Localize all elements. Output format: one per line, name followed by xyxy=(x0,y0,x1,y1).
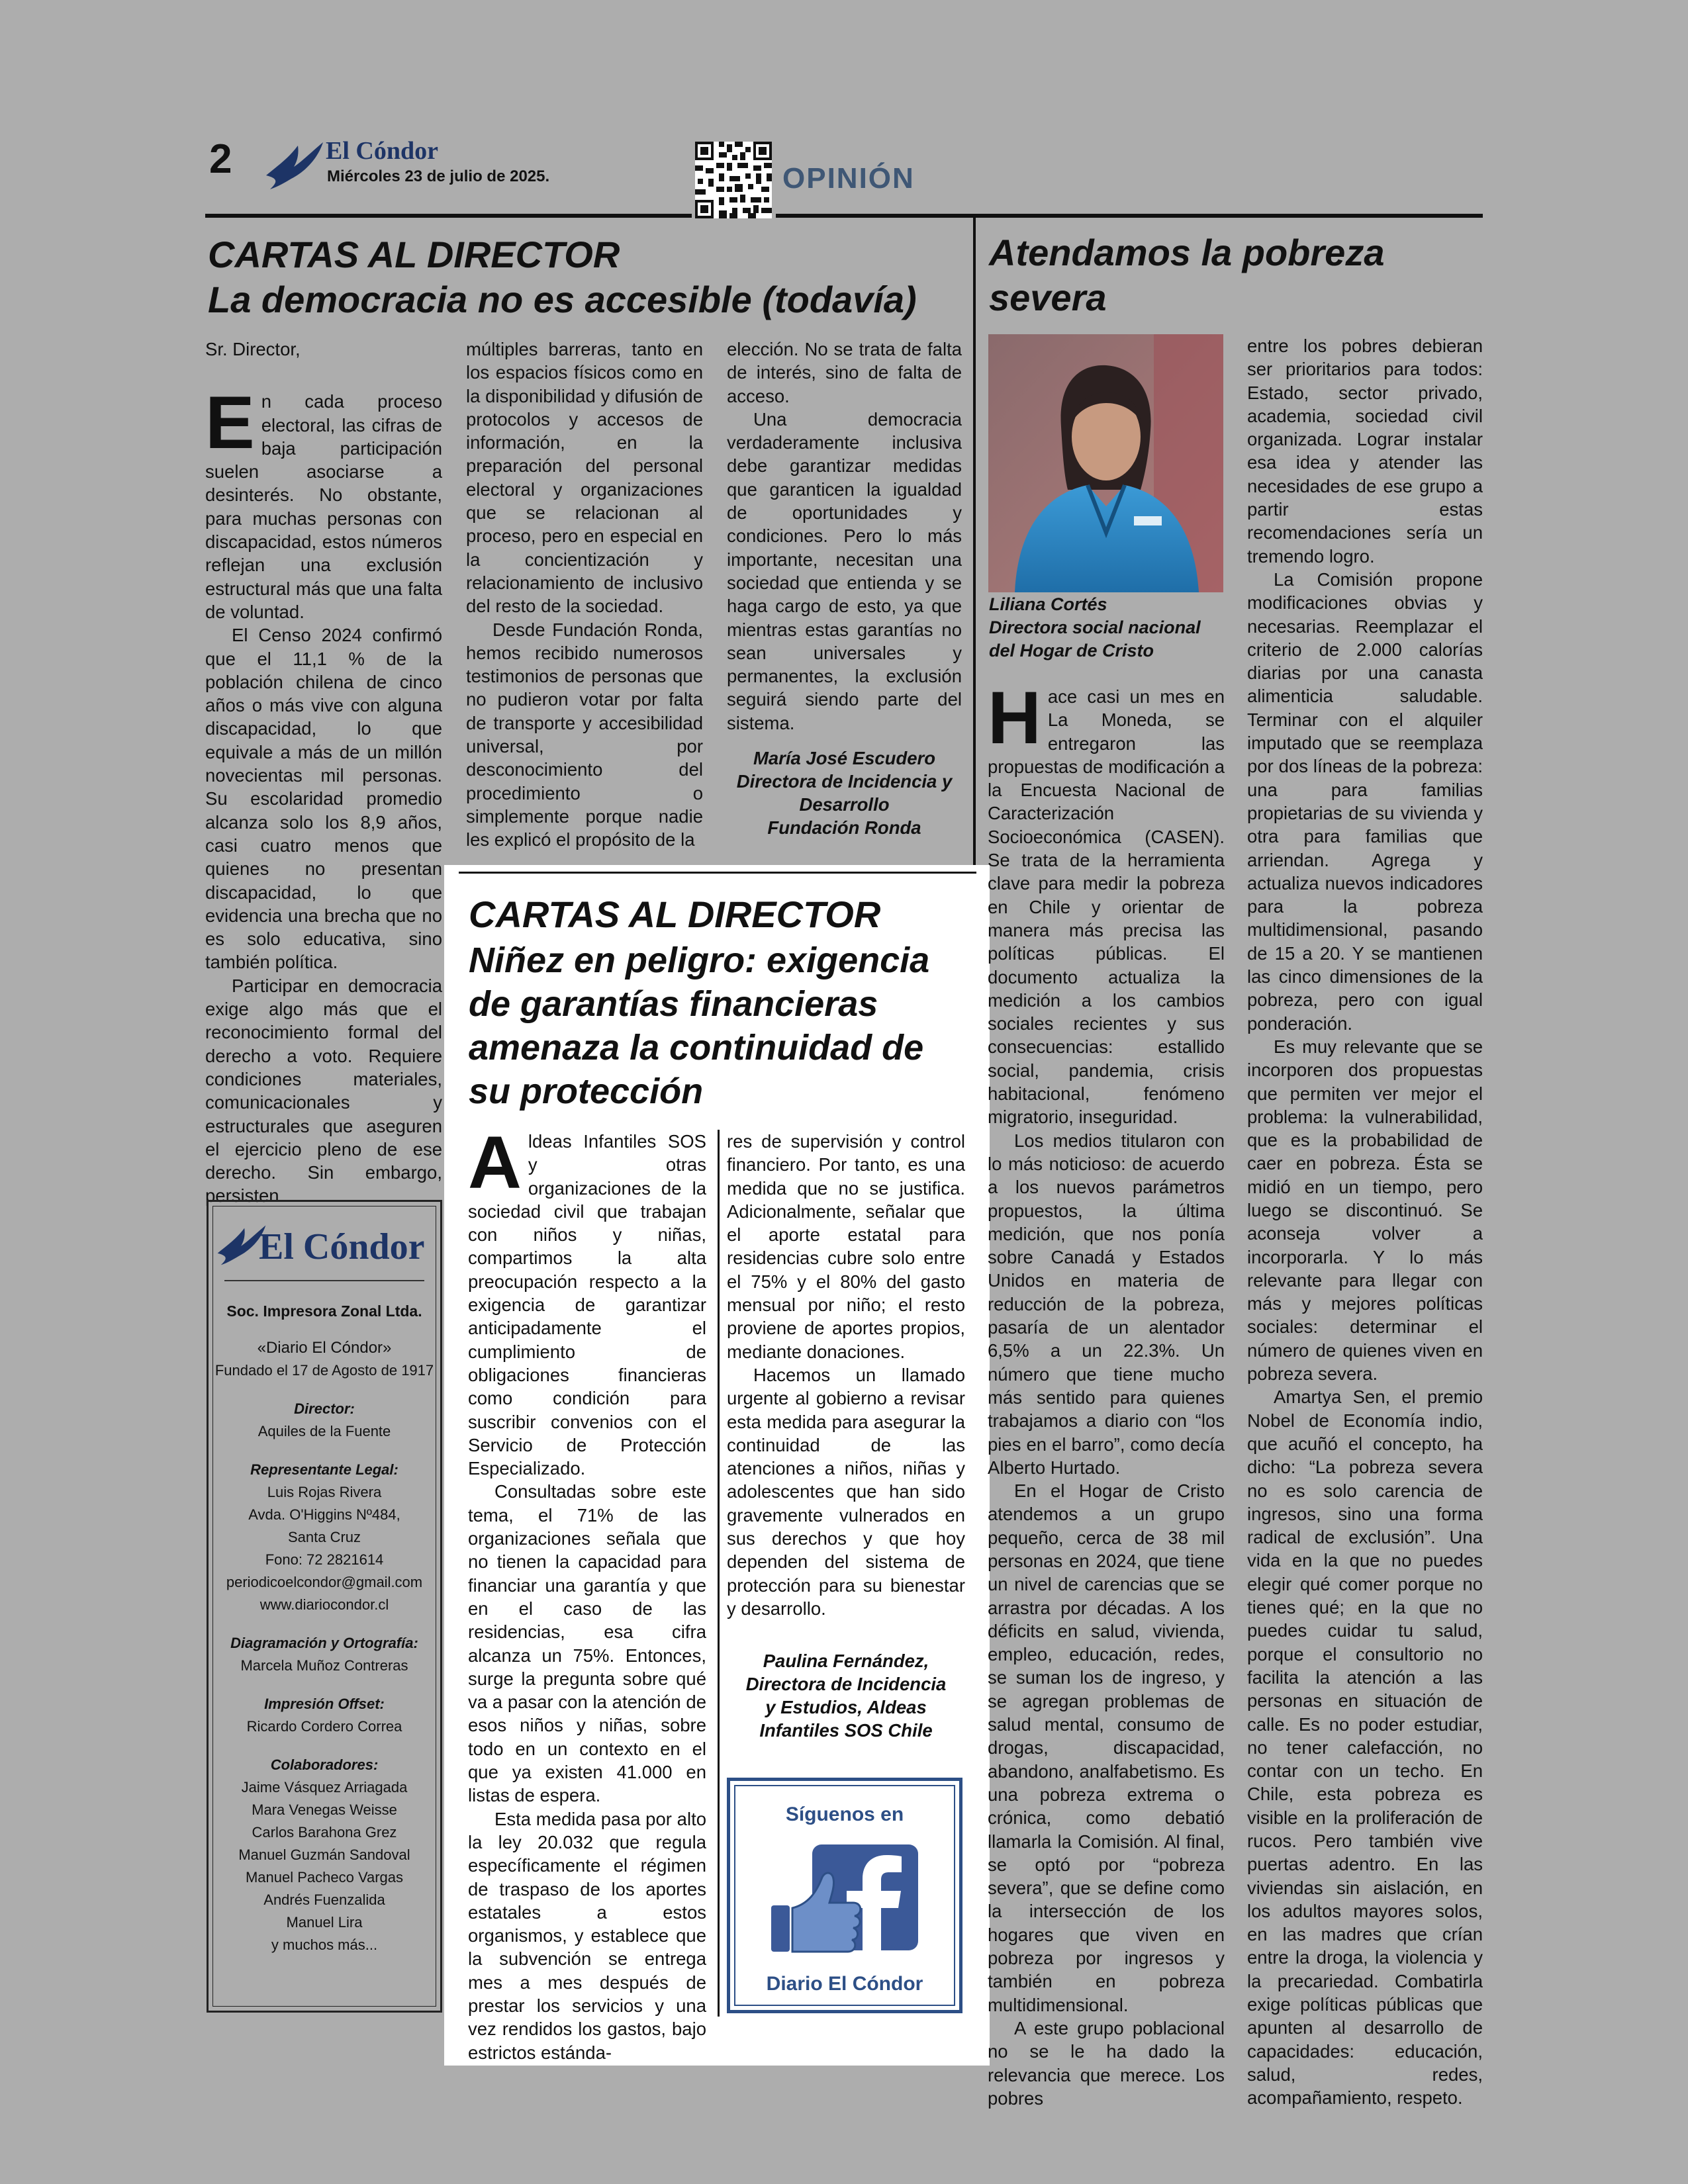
header-logo-text: El Cóndor xyxy=(326,137,438,165)
page-number: 2 xyxy=(209,136,232,182)
paragraph: La Comisión propone modificaciones obvias y necesarias. Reemplazar el criterio de 2.000 calorías diarias por una canasta alimenticia saludable. Terminar con el alquiler imputado que se reemplaza por dos líneas de la pobreza: una para familias propietarias de su vivienda y otra para familias que arriendan. Agrega y actualiza nuevos indicadores para la pobreza multidimensional, pasando de 15 a 20. Y se mantienen las cinco dimensiones de la pobreza, pero con igual ponderación. xyxy=(1247,569,1483,1034)
paragraph: Esta medida pasa por alto la ley 20.032 que regula específicamente el régimen de traspaso de los aportes estatales a estos organismos, y establece que la subvención se entrega mes a mes después de prestar los servicios y una vez rendidos los gastos, bajo estrictos estánda- xyxy=(468,1808,706,2063)
masthead-label: Impresión Offset: xyxy=(264,1696,385,1712)
masthead-founded: Fundado el 17 de Agosto de 1917 xyxy=(214,1362,434,1379)
masthead-value: Avda. O'Higgins Nº484, xyxy=(248,1506,400,1523)
paragraph: Es muy relevante que se incorporen dos propuestas que permiten ver mejor el problema: la vulnerabilidad, que es la probabilidad de caer en pobreza. Ésta se midió en un tiempo, pero luego se discontinuó. Se aconseja volver a incorporarla. Y lo más relevante para llegar con más y mejores políticas sociales: determinar el número de quienes viven en pobreza severa. xyxy=(1247,1036,1483,1385)
letter2-kicker: CARTAS AL DIRECTOR xyxy=(469,893,881,935)
masthead-label: Representante Legal: xyxy=(250,1461,399,1478)
letter2-signature xyxy=(727,1649,965,1742)
masthead-value: Manuel Pacheco Vargas xyxy=(245,1869,404,1886)
letter2-col1 xyxy=(468,1121,706,2064)
signature-line: Desarrollo xyxy=(799,794,890,815)
masthead-logo-text: El Cóndor xyxy=(259,1226,425,1267)
masthead-value: Santa Cruz xyxy=(287,1529,361,1545)
letter1-col3 xyxy=(727,338,962,839)
masthead-email: periodicoelcondor@gmail.com xyxy=(226,1574,423,1590)
masthead-value: Marcela Muñoz Contreras xyxy=(240,1657,408,1674)
caption-org: del Hogar de Cristo xyxy=(989,641,1154,660)
article-col1 xyxy=(988,676,1225,2110)
header-date: Miércoles 23 de julio de 2025. xyxy=(327,167,550,185)
author-photo xyxy=(988,334,1223,592)
masthead-company: Soc. Impresora Zonal Ltda. xyxy=(226,1302,422,1320)
signature-line: y Estudios, Aldeas xyxy=(765,1697,927,1718)
facebook-follow-text: Síguenos en xyxy=(785,1803,904,1825)
letter2-dropcap: A xyxy=(468,1121,522,1204)
paragraph: Los medios titularon con lo más noticioso: de acuerdo a los nuevos parámetros propuestos, la última medición, que nos ponía sobre Canadá y Estados Unidos en materia de reducción de la pobreza, pasaría de un alentador 6,5% a un 22.3%. Un número que tiene mucho más sentido para quienes trabajamos a diario con “los pies en el barro”, como decía Alberto Hurtado. xyxy=(988,1130,1225,1478)
letter1-salutation: Sr. Director, xyxy=(205,339,301,359)
facebook-page-name: Diario El Cóndor xyxy=(766,1973,923,1995)
masthead-box xyxy=(207,1200,442,2013)
section-title: OPINIÓN xyxy=(782,162,915,195)
letter1-kicker: CARTAS AL DIRECTOR xyxy=(208,234,620,275)
masthead-value: Carlos Barahona Grez xyxy=(252,1824,397,1841)
signature-line: Paulina Fernández, xyxy=(763,1651,929,1672)
masthead-value: Jaime Vásquez Arriagada xyxy=(241,1779,408,1796)
qr-code-icon xyxy=(695,142,772,218)
letter1-dropcap: E xyxy=(205,381,255,465)
paragraph: En el Hogar de Cristo atendemos a un grupo pequeño, cerca de 38 mil personas en 2024, que tiene un nivel de carencias que se arrastra por décadas. A los déficits en salud, vivienda, empleo, educación, redes, se suman los de ingreso, y se agregan problemas de salud mental, consumo de drogas, discapacidad, abandono, analfabetismo. Es una pobreza extrema o crónica, como debatió llamarla la Comisión. Al final, se optó por “pobreza severa”, que se define como la intersección de los hogares que viven en pobreza por ingresos y también en pobreza multidimensional. xyxy=(988,1480,1225,2015)
paragraph: El Censo 2024 confirmó que el 11,1 % de la población chilena de cinco años o más vive con alguna discapacidad, lo que equivale a más de un millón novecientas mil personas. Su escolaridad promedio alcanza solo los 8,9 años, casi cuatro menos que quienes no presentan discapacidad, lo que evidencia una brecha que no es solo educativa, sino también política. xyxy=(205,625,442,973)
header-rule-left xyxy=(205,214,692,218)
masthead-logo-rule xyxy=(224,1280,424,1281)
masthead-phone: Fono: 72 2821614 xyxy=(265,1551,384,1568)
masthead-label: Diagramación y Ortografía: xyxy=(230,1635,418,1651)
paragraph: múltiples barreras, tanto en los espacios físicos como en la disponibilidad y difusión de protocolos y accesos de información, en la preparación del personal electoral y organizaciones que se relacionan al proceso, pero en especial en la concientización y relacionamiento de inclusivo del resto de la sociedad. xyxy=(466,339,703,617)
caption-role: Directora social nacional xyxy=(989,617,1201,637)
letter1-col1 xyxy=(205,338,442,1208)
signature-line: María José Escudero xyxy=(753,748,936,769)
paragraph: entre los pobres debieran ser prioritarios para todos: Estado, sector privado, academia, sociedad civil organizada. Lograr instalar esa idea y atender las necesidades de ese grupo a partir estas recomendaciones sería un tremendo logro. xyxy=(1247,336,1483,567)
paragraph: Amartya Sen, el premio Nobel de Economía indio, que acuñó el concepto, ha dicho: “La pobreza severa no es solo carencia de ingresos, sino una forma radical de exclusión”. Una vida en la que no puedes elegir qué comer porque no tienes qué; en la que no puedes cuidar tu salud, porque el consultorio no facilita la atención a las personas en situación de calle. Es no poder estudiar, no tener calefacción, no contar con un techo. En Chile, esta pobreza es visible en la proliferación de rucos. Pero también vive puertas adentro. En las viviendas sin aislación, en los adultos mayores solos, en las madres que crían entre la droga, la violencia y la precariedad. Combatirla exige políticas públicas que apunten al desarrollo de capacidades: educación, salud, redes, acompañamiento, respeto. xyxy=(1247,1387,1483,2109)
facebook-like-icon xyxy=(769,1842,921,1956)
caption-name: Liliana Cortés xyxy=(989,594,1107,614)
paragraph: res de supervisión y control financiero. Por tanto, es una medida que no se justifica. Adicionalmente, señalar que el aporte estatal para residencias cubre solo entre el 75% y el 80% del gasto mensual por niño; el resto proviene de aportes propios, mediante donaciones. xyxy=(727,1131,965,1362)
letter2-inset xyxy=(444,865,990,2066)
masthead-label: Director: xyxy=(294,1400,355,1417)
letter2-title: Niñez en peligro: exigencia de garantías financieras amenaza la continuidad de su protección xyxy=(469,940,930,1111)
article-dropcap: H xyxy=(988,676,1041,759)
paragraph: n cada proceso electoral, las cifras de baja participación suelen asociarse a desinterés. No obstante, para muchas personas con discapacidad, estos números reflejan una exclusión estructural más que una falta de voluntad. xyxy=(205,391,442,622)
masthead-value: y muchos más... xyxy=(271,1936,378,1953)
paragraph: Desde Fundación Ronda, hemos recibido numerosos testimonios de personas que no pudieron votar por falta de transporte y accesibilidad universal, por desconocimiento del procedimiento o simplemente porque nadie les explicó el propósito de la xyxy=(466,619,703,850)
letter2-col2 xyxy=(727,1130,965,1742)
facebook-follow-box[interactable] xyxy=(727,1778,962,2013)
letter1-col2 xyxy=(466,338,703,852)
letter2-column-divider xyxy=(718,1130,720,2017)
paragraph: elección. No se trata de falta de interés, sino de falta de acceso. xyxy=(727,339,962,406)
letter1-signature xyxy=(727,747,962,839)
letter1-title: La democracia no es accesible (todavía) xyxy=(208,279,917,320)
signature-line: Directora de Incidencia y xyxy=(736,771,953,792)
signature-line: Infantiles SOS Chile xyxy=(759,1720,933,1741)
masthead-newspaper: «Diario El Cóndor» xyxy=(257,1339,392,1357)
signature-line: Directora de Incidencia xyxy=(745,1674,947,1695)
paragraph: Participar en democracia exige algo más que el reconocimiento formal del derecho a voto. Requiere condiciones materiales, comunicacionales y estructurales que aseguren el ejercicio pleno de ese derecho. Sin embargo, persisten xyxy=(205,975,442,1206)
article-col2 xyxy=(1247,334,1483,2110)
masthead-value: Andrés Fuenzalida xyxy=(263,1891,385,1908)
paragraph: Consultadas sobre este tema, el 71% de las organizaciones señala que no tienen la capacidad para financiar una garantía y que en el caso de las residencias, esa cifra alcanza un 75%. Entonces, surge la pregunta sobre qué va a pasar con la atención de esos niños y niñas, sobre todo en un contexto en el que ya existen 41.000 en listas de espera. xyxy=(468,1481,706,1806)
masthead-label: Colaboradores: xyxy=(270,1756,379,1773)
paragraph: ace casi un mes en La Moneda, se entregaron las propuestas de modificación a la Encuesta Nacional de Caracterización Socioeconómica (CASEN). Se trata de la herramienta clave para medir la pobreza en Chile y orientar de manera más precisa las políticas públicas. El documento actualiza la medición a los cambios sociales recientes y sus consecuencias: estallido social, pandemia, crisis habitacional, fenómeno migratorio, inseguridad. xyxy=(988,686,1225,1128)
masthead-value: Aquiles de la Fuente xyxy=(258,1423,391,1439)
article-title: Atendamos la pobreza severa xyxy=(989,232,1385,318)
paragraph: A este grupo poblacional no se le ha dado la relevancia que merece. Los pobres xyxy=(988,2017,1225,2109)
masthead-value: Ricardo Cordero Correa xyxy=(246,1718,402,1735)
signature-line: Fundación Ronda xyxy=(767,817,921,839)
masthead-content xyxy=(214,1300,435,1956)
paragraph: Hacemos un llamado urgente al gobierno a revisar esta medida para asegurar la continuidad de las atenciones a niños, niñas y adolescentes que han sido gravemente vulnerados en sus derechos y que hoy dependen del sistema de protección para su bienestar y desarrollo. xyxy=(727,1364,965,1619)
condor-logo-icon xyxy=(265,139,324,192)
letter2-top-rule xyxy=(459,872,976,874)
photo-caption xyxy=(989,593,1201,662)
masthead-value: Luis Rojas Rivera xyxy=(267,1484,382,1500)
paragraph: Una democracia verdaderamente inclusiva debe garantizar medidas que garanticen la igualdad de oportunidades y condiciones. Pero lo más importante, necesitan una sociedad que entienda y se haga cargo de esto, ya que mientras estas garantías no sean universales y permanentes, la exclusión seguirá siendo parte del sistema. xyxy=(727,408,962,733)
header-rule-right xyxy=(776,214,1483,218)
masthead-value: Manuel Lira xyxy=(286,1914,363,1931)
masthead-value: Mara Venegas Weisse xyxy=(252,1801,397,1818)
paragraph: ldeas Infantiles SOS y otras organizaciones de la sociedad civil que trabajan con niños y niñas, compartimos la alta preocupación respecto a la exigencia de garantizar anticipadamente el cumplimiento de obligaciones financieras como condición para suscribir convenios con el Servicio de Protección Especializado. xyxy=(468,1131,706,1479)
masthead-website: www.diariocondor.cl xyxy=(259,1596,389,1613)
masthead-value: Manuel Guzmán Sandoval xyxy=(238,1846,410,1863)
